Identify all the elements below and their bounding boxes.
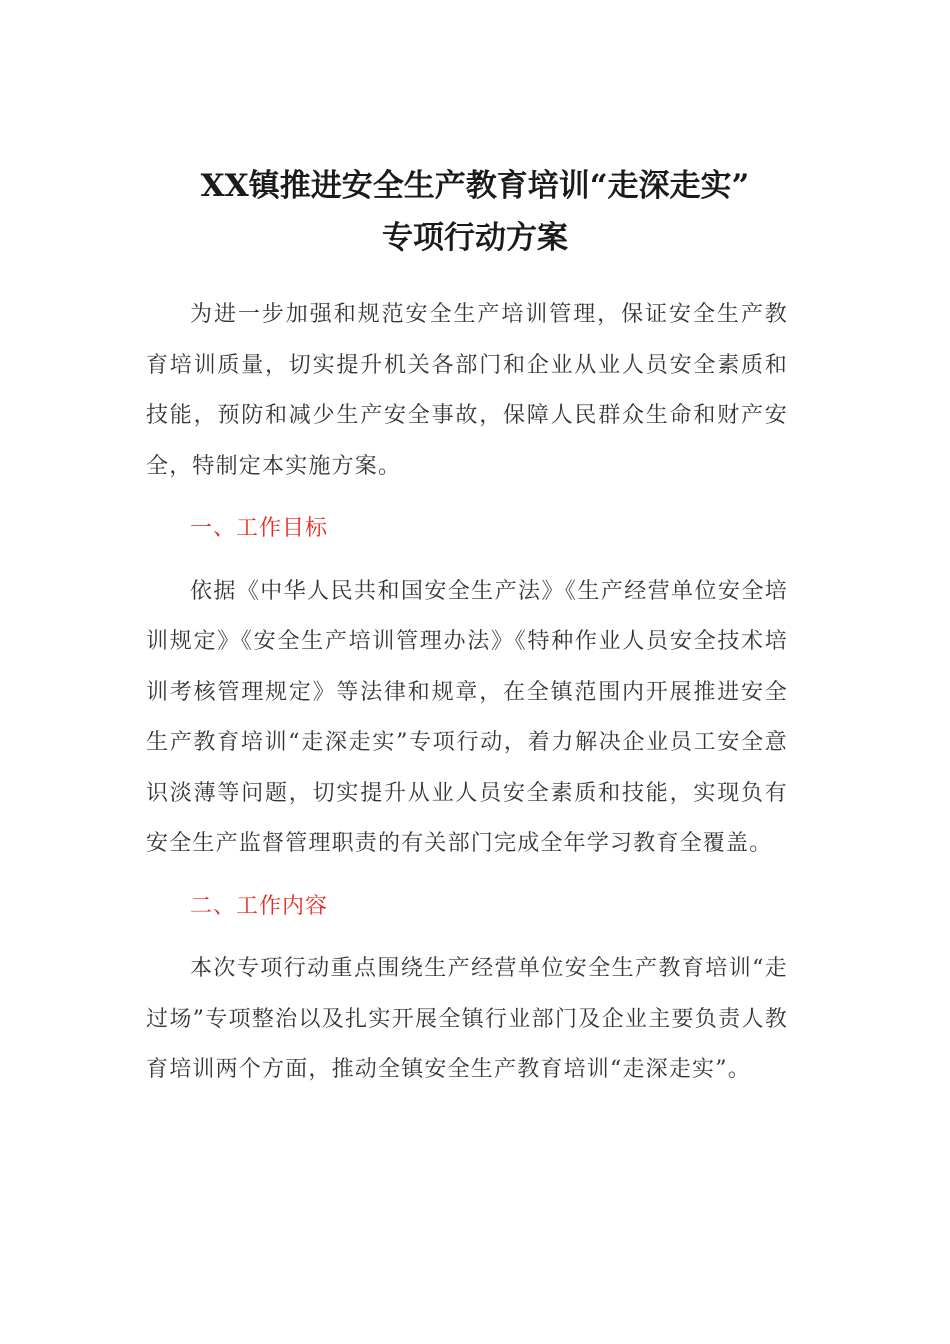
section-heading-content: 二、工作内容 (190, 893, 329, 919)
title-line-2: 专项行动方案 (382, 220, 568, 256)
intro-paragraph: 为进一步加强和规范安全生产培训管理，保证安全生产教育培训质量，切实提升机关各部门和企业从业人员安全素质和技能，预防和减少生产安全事故，保障人民群众生命和财产安全，特制定本实施方案。 (146, 302, 788, 479)
document-title (0, 160, 950, 264)
goals-paragraph: 依据《中华人民共和国安全生产法》《生产经营单位安全培训规定》《安全生产培训管理办法》《特种作业人员安全技术培训考核管理规定》等法律和规章，在全镇范围内开展推进安全生产教育培训“走深走实”专项行动，着力解决企业员工安全意识淡薄等问题，切实提升从业人员安全素质和技能，实现负有安全生产监督管理职责的有关部门完成全年学习教育全覆盖。 (146, 578, 788, 856)
content-paragraph: 本次专项行动重点围绕生产经营单位安全生产教育培训“走过场”专项整治以及扎实开展全镇行业部门及企业主要负责人教育培训两个方面，推动全镇安全生产教育培训“走深走实”。 (146, 956, 788, 1082)
document-body (146, 290, 788, 1096)
section-heading-goals: 一、工作目标 (190, 516, 329, 541)
title-line-1: XX镇推进安全生产教育培训“走深走实” (200, 168, 750, 204)
